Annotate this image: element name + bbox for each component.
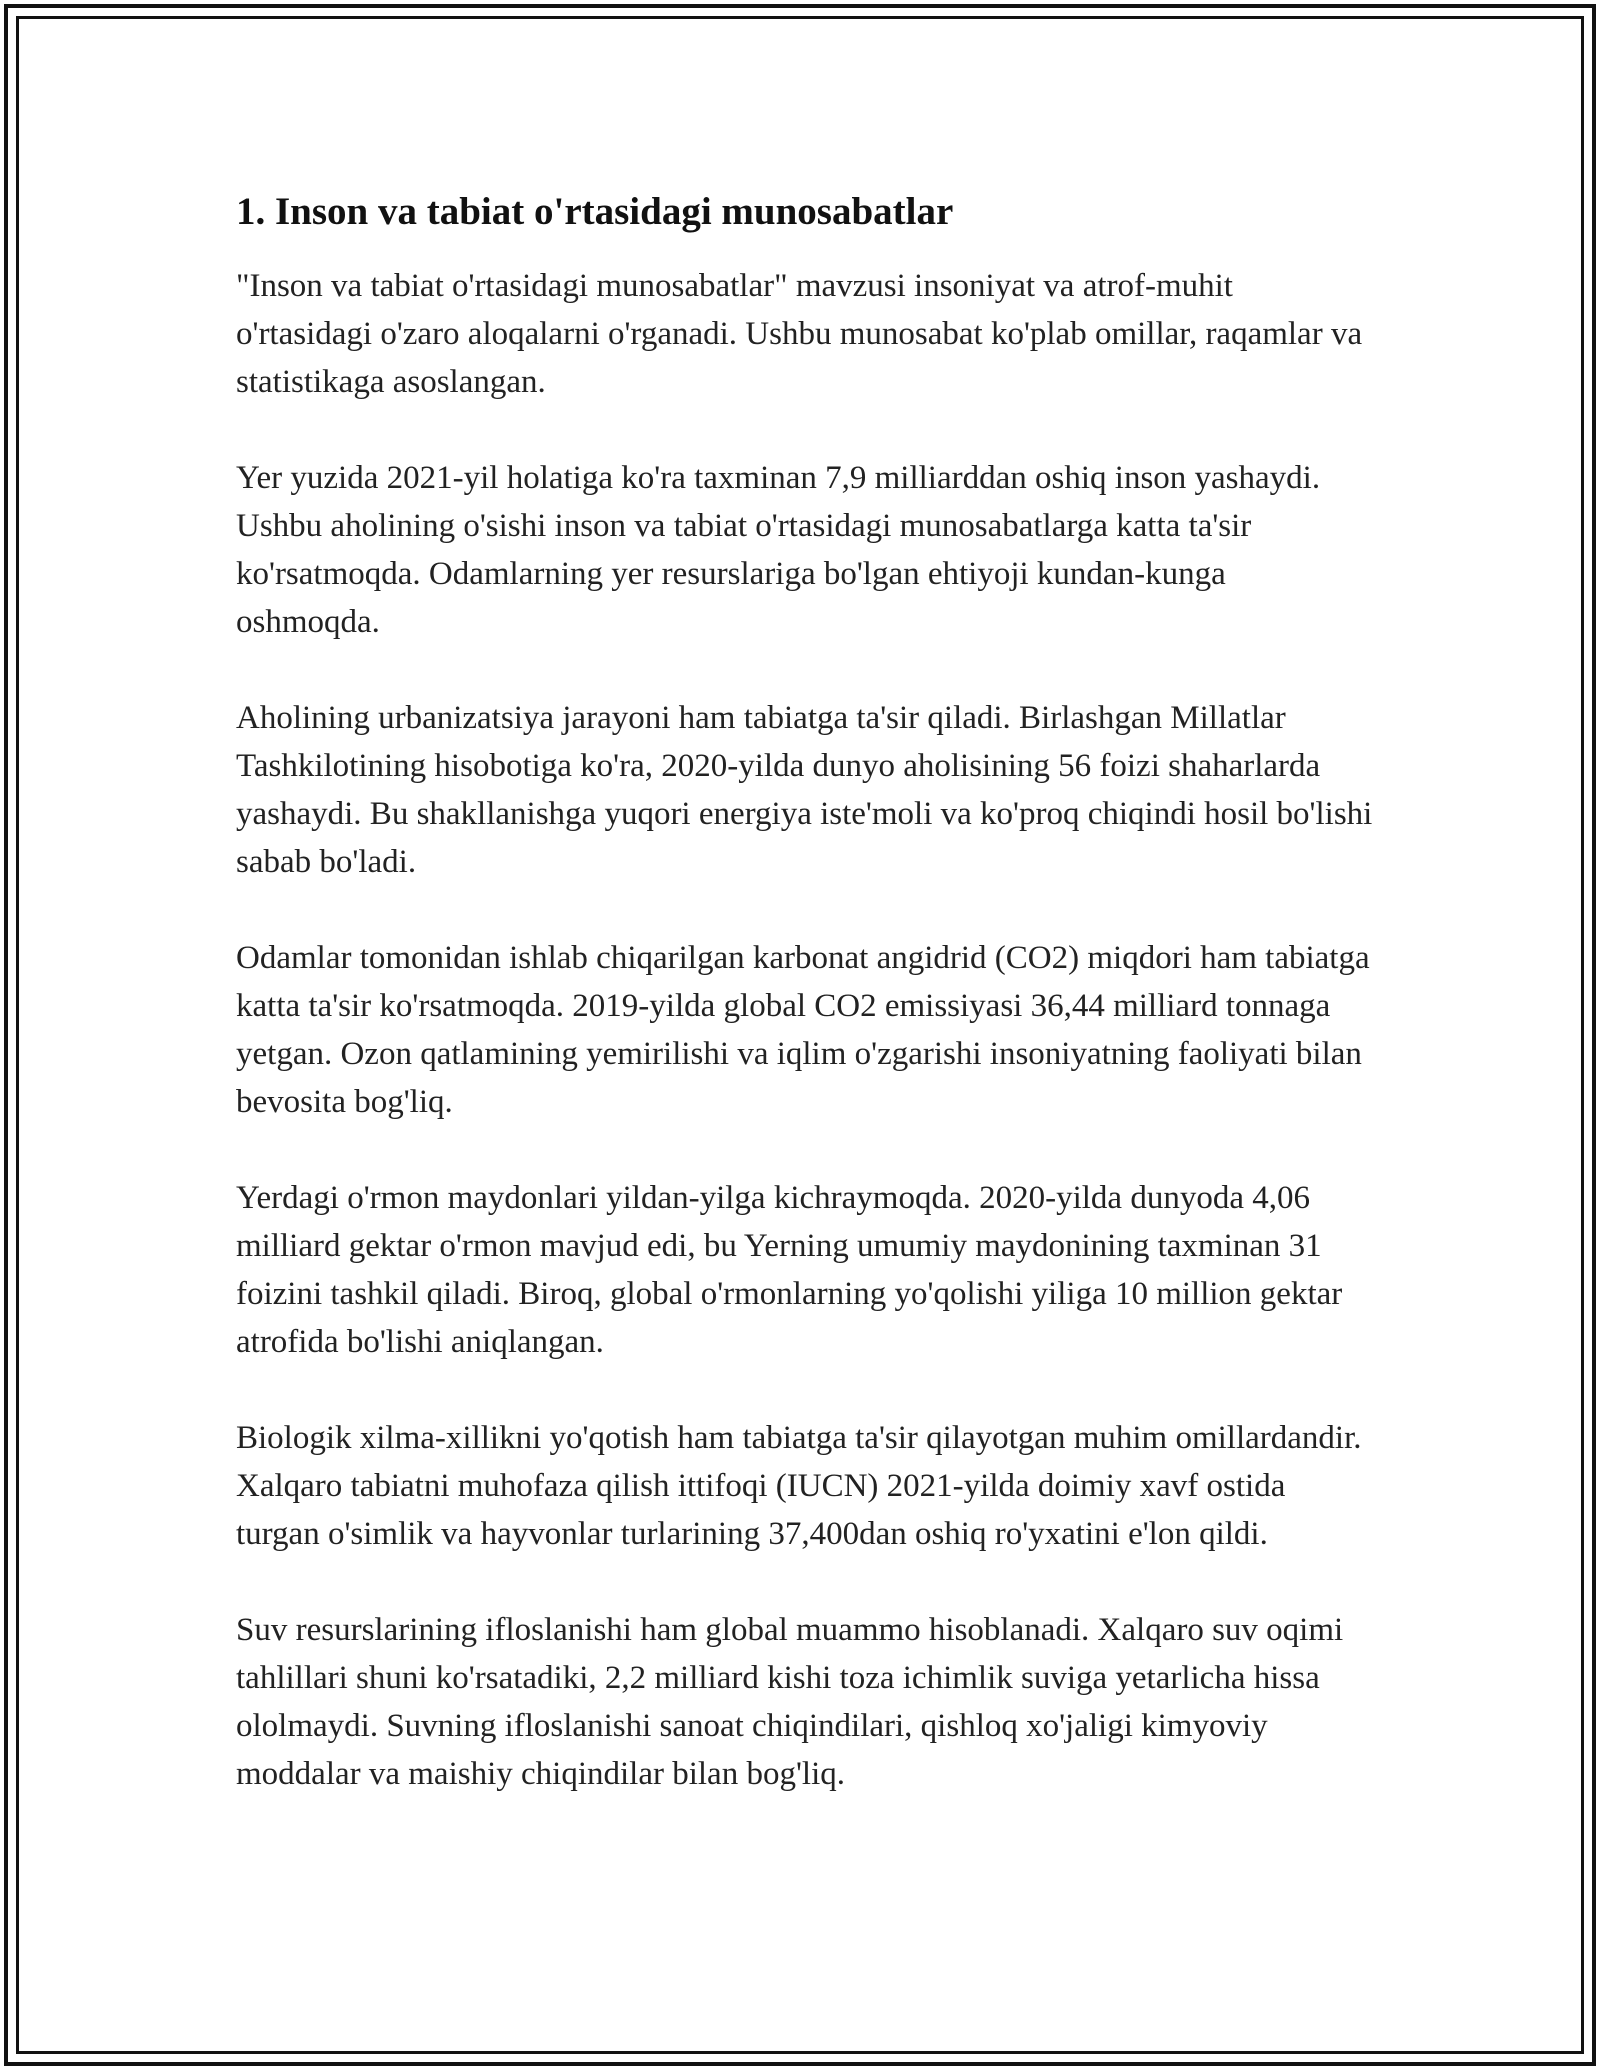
paragraph-forests: Yerdagi o'rmon maydonlari yildan-yilga kichraymoqda. 2020-yilda dunyoda 4,06 milliard gektar o'rmon mavjud edi, bu Yerning umumiy maydonining taxminan 31 foizini tashkil qiladi. Biroq, global o'rmonlarning yo'qolishi yiliga 10 million gektar atrofida bo'lishi aniqlangan. [236, 1180, 1343, 1360]
paragraph-intro: "Inson va tabiat o'rtasidagi munosabatlar" mavzusi insoniyat va atrof-muhit o'rtasidagi o'zaro aloqalarni o'rganadi. Ushbu munosabat ko'plab omillar, raqamlar va statistikaga asoslangan. [236, 268, 1363, 400]
document-body [236, 186, 1376, 1846]
section-title: 1. Inson va tabiat o'rtasidagi munosabatlar [236, 190, 954, 233]
paragraph-water: Suv resurslarining ifloslanishi ham global muammo hisoblanadi. Xalqaro suv oqimi tahlillari shuni ko'rsatadiki, 2,2 milliard kishi toza ichimlik suviga yetarlicha hissa ololmaydi. Suvning ifloslanishi sanoat chiqindilari, qishloq xo'jaligi kimyoviy moddalar va maishiy chiqindilar bilan bog'liq. [236, 1612, 1344, 1792]
paragraph-urbanization: Aholining urbanizatsiya jarayoni ham tabiatga ta'sir qiladi. Birlashgan Millatlar Tashkilotining hisobotiga ko'ra, 2020-yilda dunyo aholisining 56 foizi shaharlarda yashaydi. Bu shakllanishga yuqori energiya iste'moli va ko'proq chiqindi hosil bo'lishi sabab bo'ladi. [236, 700, 1373, 880]
paragraph-co2: Odamlar tomonidan ishlab chiqarilgan karbonat angidrid (CO2) miqdori ham tabiatga katta ta'sir ko'rsatmoqda. 2019-yilda global CO2 emissiyasi 36,44 milliard tonnaga yetgan. Ozon qatlamining yemirilishi va iqlim o'zgarishi insoniyatning faoliyati bilan bevosita bog'liq. [236, 940, 1370, 1120]
paragraph-biodiversity: Biologik xilma-xillikni yo'qotish ham tabiatga ta'sir qilayotgan muhim omillardandir. Xalqaro tabiatni muhofaza qilish ittifoqi (IUCN) 2021-yilda doimiy xavf ostida turgan o'simlik va hayvonlar turlarining 37,400dan oshiq ro'yxatini e'lon qildi. [236, 1420, 1362, 1552]
paragraph-population: Yer yuzida 2021-yil holatiga ko'ra taxminan 7,9 milliarddan oshiq inson yashaydi. Ushbu aholining o'sishi inson va tabiat o'rtasidagi munosabatlarga katta ta'sir ko'rsatmoqda. Odamlarning yer resurslariga bo'lgan ehtiyoji kundan-kunga oshmoqda. [236, 460, 1321, 640]
